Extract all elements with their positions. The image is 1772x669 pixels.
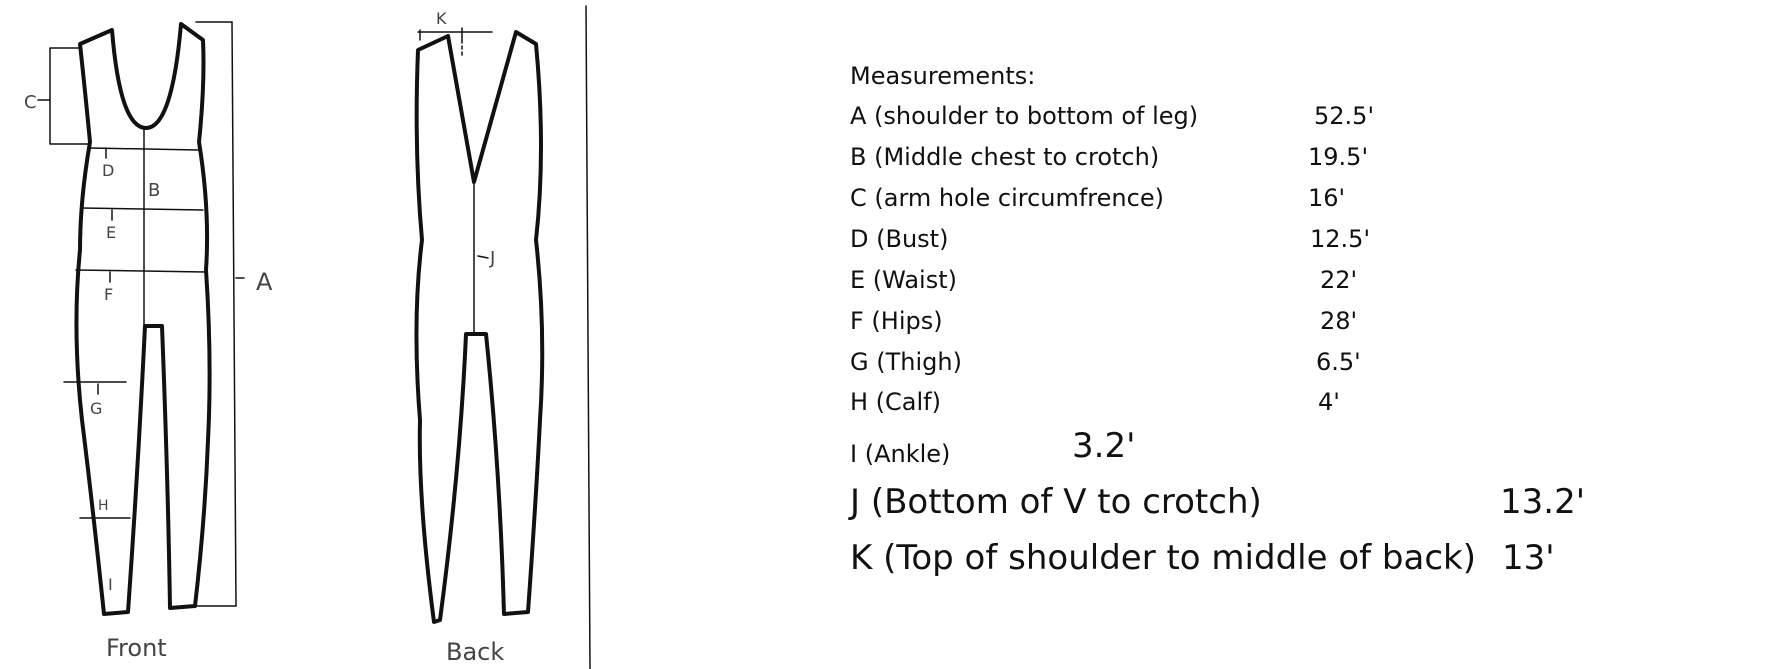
- measurement-value: 16': [1308, 184, 1346, 212]
- front-view-drawing: [76, 24, 209, 614]
- measurement-label: B (Middle chest to crotch): [850, 143, 1160, 171]
- marker-a: A: [256, 268, 273, 296]
- measurement-value: 6.5': [1316, 348, 1361, 376]
- measurement-label: D (Bust): [850, 225, 949, 253]
- measurement-row: [850, 266, 1750, 300]
- measurement-value: 19.5': [1308, 143, 1369, 171]
- measurement-label: G (Thigh): [850, 348, 962, 376]
- measurement-label: H (Calf): [850, 388, 941, 416]
- marker-g: G: [90, 399, 103, 418]
- measurement-value: 3.2': [1072, 426, 1136, 466]
- measurement-value: 52.5': [1314, 102, 1375, 130]
- measurement-label: K (Top of shoulder to middle of back): [850, 538, 1476, 578]
- measurement-row: [850, 348, 1750, 382]
- front-caption: Front: [106, 634, 167, 662]
- marker-b: B: [148, 180, 161, 201]
- marker-f: F: [104, 285, 114, 304]
- measurement-row: [850, 482, 1750, 528]
- measurement-value: 4': [1318, 388, 1340, 416]
- measurement-label: A (shoulder to bottom of leg): [850, 102, 1199, 130]
- measurement-label: J (Bottom of V to crotch): [850, 482, 1262, 522]
- measurement-label: E (Waist): [850, 266, 958, 294]
- marker-d: D: [102, 161, 115, 180]
- measurement-value: 13.2': [1500, 482, 1586, 522]
- measurements-list: [850, 62, 1750, 602]
- measurement-label: I (Ankle): [850, 440, 951, 468]
- front-view-guidelines: [38, 22, 244, 606]
- measurement-value: 12.5': [1310, 225, 1371, 253]
- measurement-value: 13': [1502, 538, 1555, 578]
- marker-j: J: [490, 248, 496, 269]
- measurements-title: Measurements:: [850, 62, 1036, 90]
- back-caption: Back: [446, 638, 505, 666]
- measurement-row: [850, 538, 1750, 584]
- measurement-label: F (Hips): [850, 307, 943, 335]
- measurement-row: [850, 184, 1750, 218]
- measurement-row: [850, 143, 1750, 177]
- measurement-row: [850, 388, 1750, 422]
- marker-i: I: [108, 575, 113, 594]
- measurement-row: [850, 225, 1750, 259]
- measurement-value: 22': [1320, 266, 1358, 294]
- back-view-drawing: [416, 32, 542, 622]
- marker-c: C: [24, 92, 37, 113]
- measurement-row: [850, 426, 1750, 476]
- measurement-row: [850, 102, 1750, 136]
- marker-k: K: [436, 9, 447, 28]
- marker-e: E: [106, 223, 117, 242]
- measurement-row: [850, 307, 1750, 341]
- marker-h: H: [98, 498, 109, 514]
- measurement-label: C (arm hole circumfrence): [850, 184, 1164, 212]
- measurement-value: 28': [1320, 307, 1358, 335]
- garment-sketch: [0, 0, 600, 669]
